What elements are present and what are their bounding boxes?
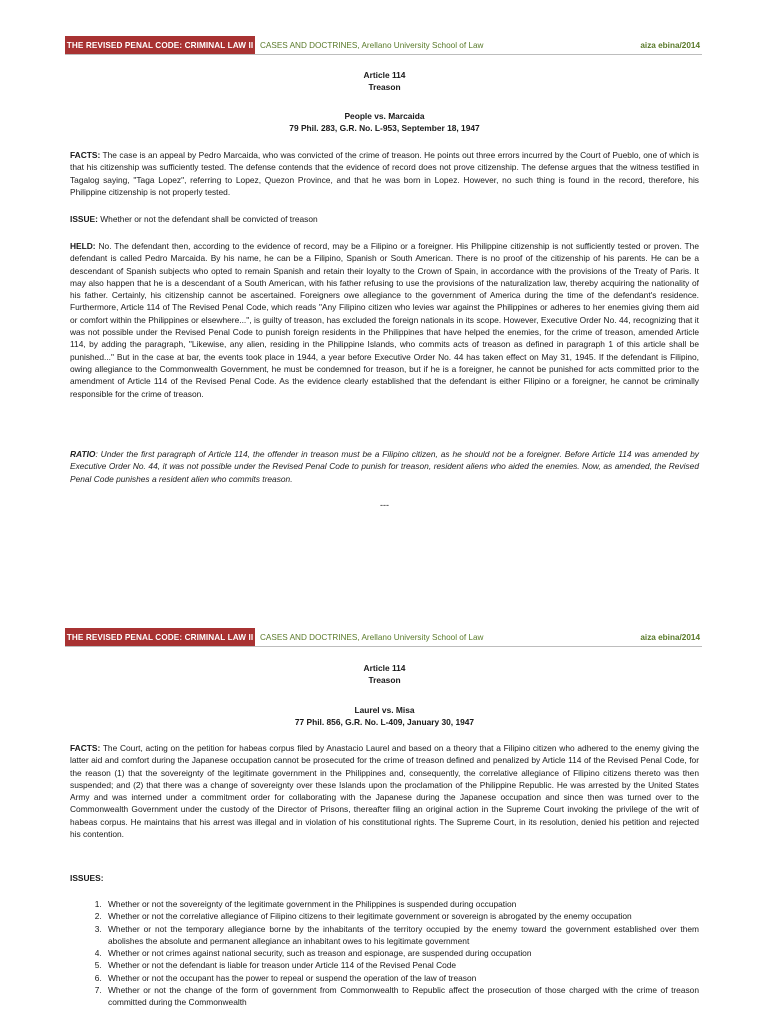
crime-name: Treason [368, 675, 401, 686]
ratio-label: RATIO [70, 449, 96, 459]
case-name: Laurel vs. Misa [354, 705, 415, 715]
header-course-title: THE REVISED PENAL CODE: CRIMINAL LAW II [65, 628, 255, 646]
section-separator: --- [380, 500, 389, 510]
case-citation: 77 Phil. 856, G.R. No. L-409, January 30, 1947 [294, 717, 475, 728]
case-citation: 79 Phil. 283, G.R. No. L-953, September 18, 1947 [289, 123, 480, 134]
list-item: 5. Whether or not the defendant is liable for treason under Article 114 of the Revised Penal Code [104, 959, 699, 971]
case-heading [70, 662, 699, 686]
header-author: aiza ebina/2014 [640, 40, 700, 50]
ratio-section [70, 448, 699, 485]
list-item: 6. Whether or not the occupant has the power to repeal or suspend the operation of the law of treason [104, 972, 699, 984]
facts-text: The Court, acting on the petition for habeas corpus filed by Anastacio Laurel and based on a theory that a Filipino citizen who adhered to the enemy giving the latter aid and comfort during the Japanese occupation cannot be prosecuted for the crime of treason defined and penalized by Article 114 of the Revised Penal Code, for the reason (1) that the sovereignty of the legitimate government in the Philippines and, consequently, the correlative allegiance of Filipino citizens thereto was then suspended; and (2) that there was a change of sovereignty over these Islands upon the proclamation of the Philippine Republic. He was arrested by the United States Army and was interned under a commitment order for collaborating with the Japanese during the Japanese occupation and since then was turned over to the Commonwealth Government under the custody of the Director of Prisons, thereafter filing an original action in the Supreme Court invoking the privilege of the writ of habeas corpus. He maintains that his arrest was illegal and in violation of his constitutional rights. The Supreme Court, in its resolution, denied his petition and rejected his contention. [70, 743, 699, 840]
issues-section [70, 898, 699, 1009]
page-header [65, 628, 702, 647]
list-item: 4. Whether or not crimes against national security, such as treason and espionage, are suspended during occupation [104, 947, 699, 959]
page-header [65, 36, 702, 55]
case-name: People vs. Marcaida [344, 111, 425, 121]
ratio-text: : Under the first paragraph of Article 114, the offender in treason must be a Filipino citizen, as he should not be a foreigner. Before Article 114 was amended by Executive Order No. 44, it was not possible under the Revised Penal Code to punish for treason, resident aliens who aided the enemies. Now, as amended, the Revised Penal Code punishes a resident alien who commits treason. [70, 449, 699, 484]
article-number: Article 114 [363, 663, 406, 673]
facts-section [70, 742, 699, 840]
header-subtitle-caps: CASES AND DOCTRINES, [260, 632, 360, 642]
held-text: No. The defendant then, according to the evidence of record, may be a Filipino or a foreigner. His Philippine citizenship is not sufficiently tested or proven. The defendant is called Pedro Marcaida. By his name, he can be a Filipino, Spanish or South American. There is no proof of the citizenship of his parents. He can be a descendant of Spanish subjects who opted to remain Spanish and retain their loyalty to the Crown of Spain, in accordance with the provisions of the Treaty of Paris. It may also happen that he is a descendant of a South American, with his father refusing to use the provisions of the naturalization law, thereby acquiring the nationality of his father. Certainly, his citizenship cannot be ascertained. Foreigners owe allegiance to the government of America during the time of the defendant's residence. Furthermore, Article 114 of The Revised Penal Code, which reads "Any Filipino citizen who levies war against the Philippines or adheres to her enemies giving them aid or comfort within the Philippines or elsewhere...", is guilty of treason, has excluded the foreign nationals in its scope. However, Executive Order No. 44, recognizing that it was not possible under the Revised Penal Code to punish foreign residents in the Philippines that have helped the enemies, for the crime of treason, amended Article 114, by adding the paragraph, "Likewise, any alien, residing in the Philippine Islands, who commits acts of treason as defined in paragraph 1 of this article shall be punished..." But in the case at bar, the events took place in 1944, a year before Executive Order No. 44 has taken effect on May 31, 1945. If the defendant is Filipino, owing allegiance to the Commonwealth Government, he must be condemned for treason, but if he is a foreigner, he cannot be punished for acts committed prior to the amendment of Article 114 of the Revised Penal Code. As the evidence clearly established that the defendant is either Filipino or a foreigner, he cannot be criminally responsible for the crime of treason. [70, 241, 699, 399]
held-label: HELD: [70, 241, 96, 251]
facts-section [70, 149, 699, 198]
list-item: 7. Whether or not the change of the form of government from Commonwealth to Republic affect the prosecution of those charged with the crime of treason committed during the Commonwealth [104, 984, 699, 1009]
list-item: 1. Whether or not the sovereignty of the legitimate government in the Philippines is suspended during occupation [104, 898, 699, 910]
document-page-2 [0, 620, 768, 1024]
case-heading [70, 69, 699, 93]
header-author: aiza ebina/2014 [640, 632, 700, 642]
list-item: 3. Whether or not the temporary allegiance borne by the inhabitants of the territory occupied by the enemy toward the government established over them abolishes the absolute and permanent allegiance an inhabitant owes to his legitimate government [104, 923, 699, 948]
header-subtitle [260, 36, 483, 54]
header-course-title: THE REVISED PENAL CODE: CRIMINAL LAW II [65, 36, 255, 54]
article-number: Article 114 [363, 70, 406, 80]
issues-list [70, 898, 699, 1009]
header-subtitle-caps: CASES AND DOCTRINES, [260, 40, 360, 50]
case-title-block [70, 110, 699, 134]
issues-label: ISSUES: [70, 873, 104, 883]
issue-label: ISSUE: [70, 214, 98, 224]
issue-section [70, 213, 699, 225]
header-subtitle-school: Arellano University School of Law [359, 632, 484, 642]
case-title-block [70, 704, 699, 728]
crime-name: Treason [368, 82, 401, 93]
header-subtitle [260, 628, 483, 646]
issue-text: Whether or not the defendant shall be convicted of treason [97, 214, 318, 224]
facts-text: The case is an appeal by Pedro Marcaida, who was convicted of the crime of treason. He points out three errors incurred by the Court of Pueblo, one of which is that his citizenship was sufficiently tested. The defense contends that the evidence of record does not prove citizenship. The defense argues that the witness testified in Tagalog saying, "Taga Lopez", referring to Lopez, Quezon Province, and that he was born in Lopez. However, no such thing is found in the record, therefore, his Philippine citizenship is not properly tested. [70, 150, 699, 197]
facts-label: FACTS: [70, 743, 101, 753]
issues-heading [70, 872, 699, 884]
held-section [70, 240, 699, 400]
list-item: 2. Whether or not the correlative allegiance of Filipino citizens to their legitimate government or sovereign is abrogated by the enemy occupation [104, 910, 699, 922]
facts-label: FACTS: [70, 150, 101, 160]
header-subtitle-school: Arellano University School of Law [359, 40, 484, 50]
